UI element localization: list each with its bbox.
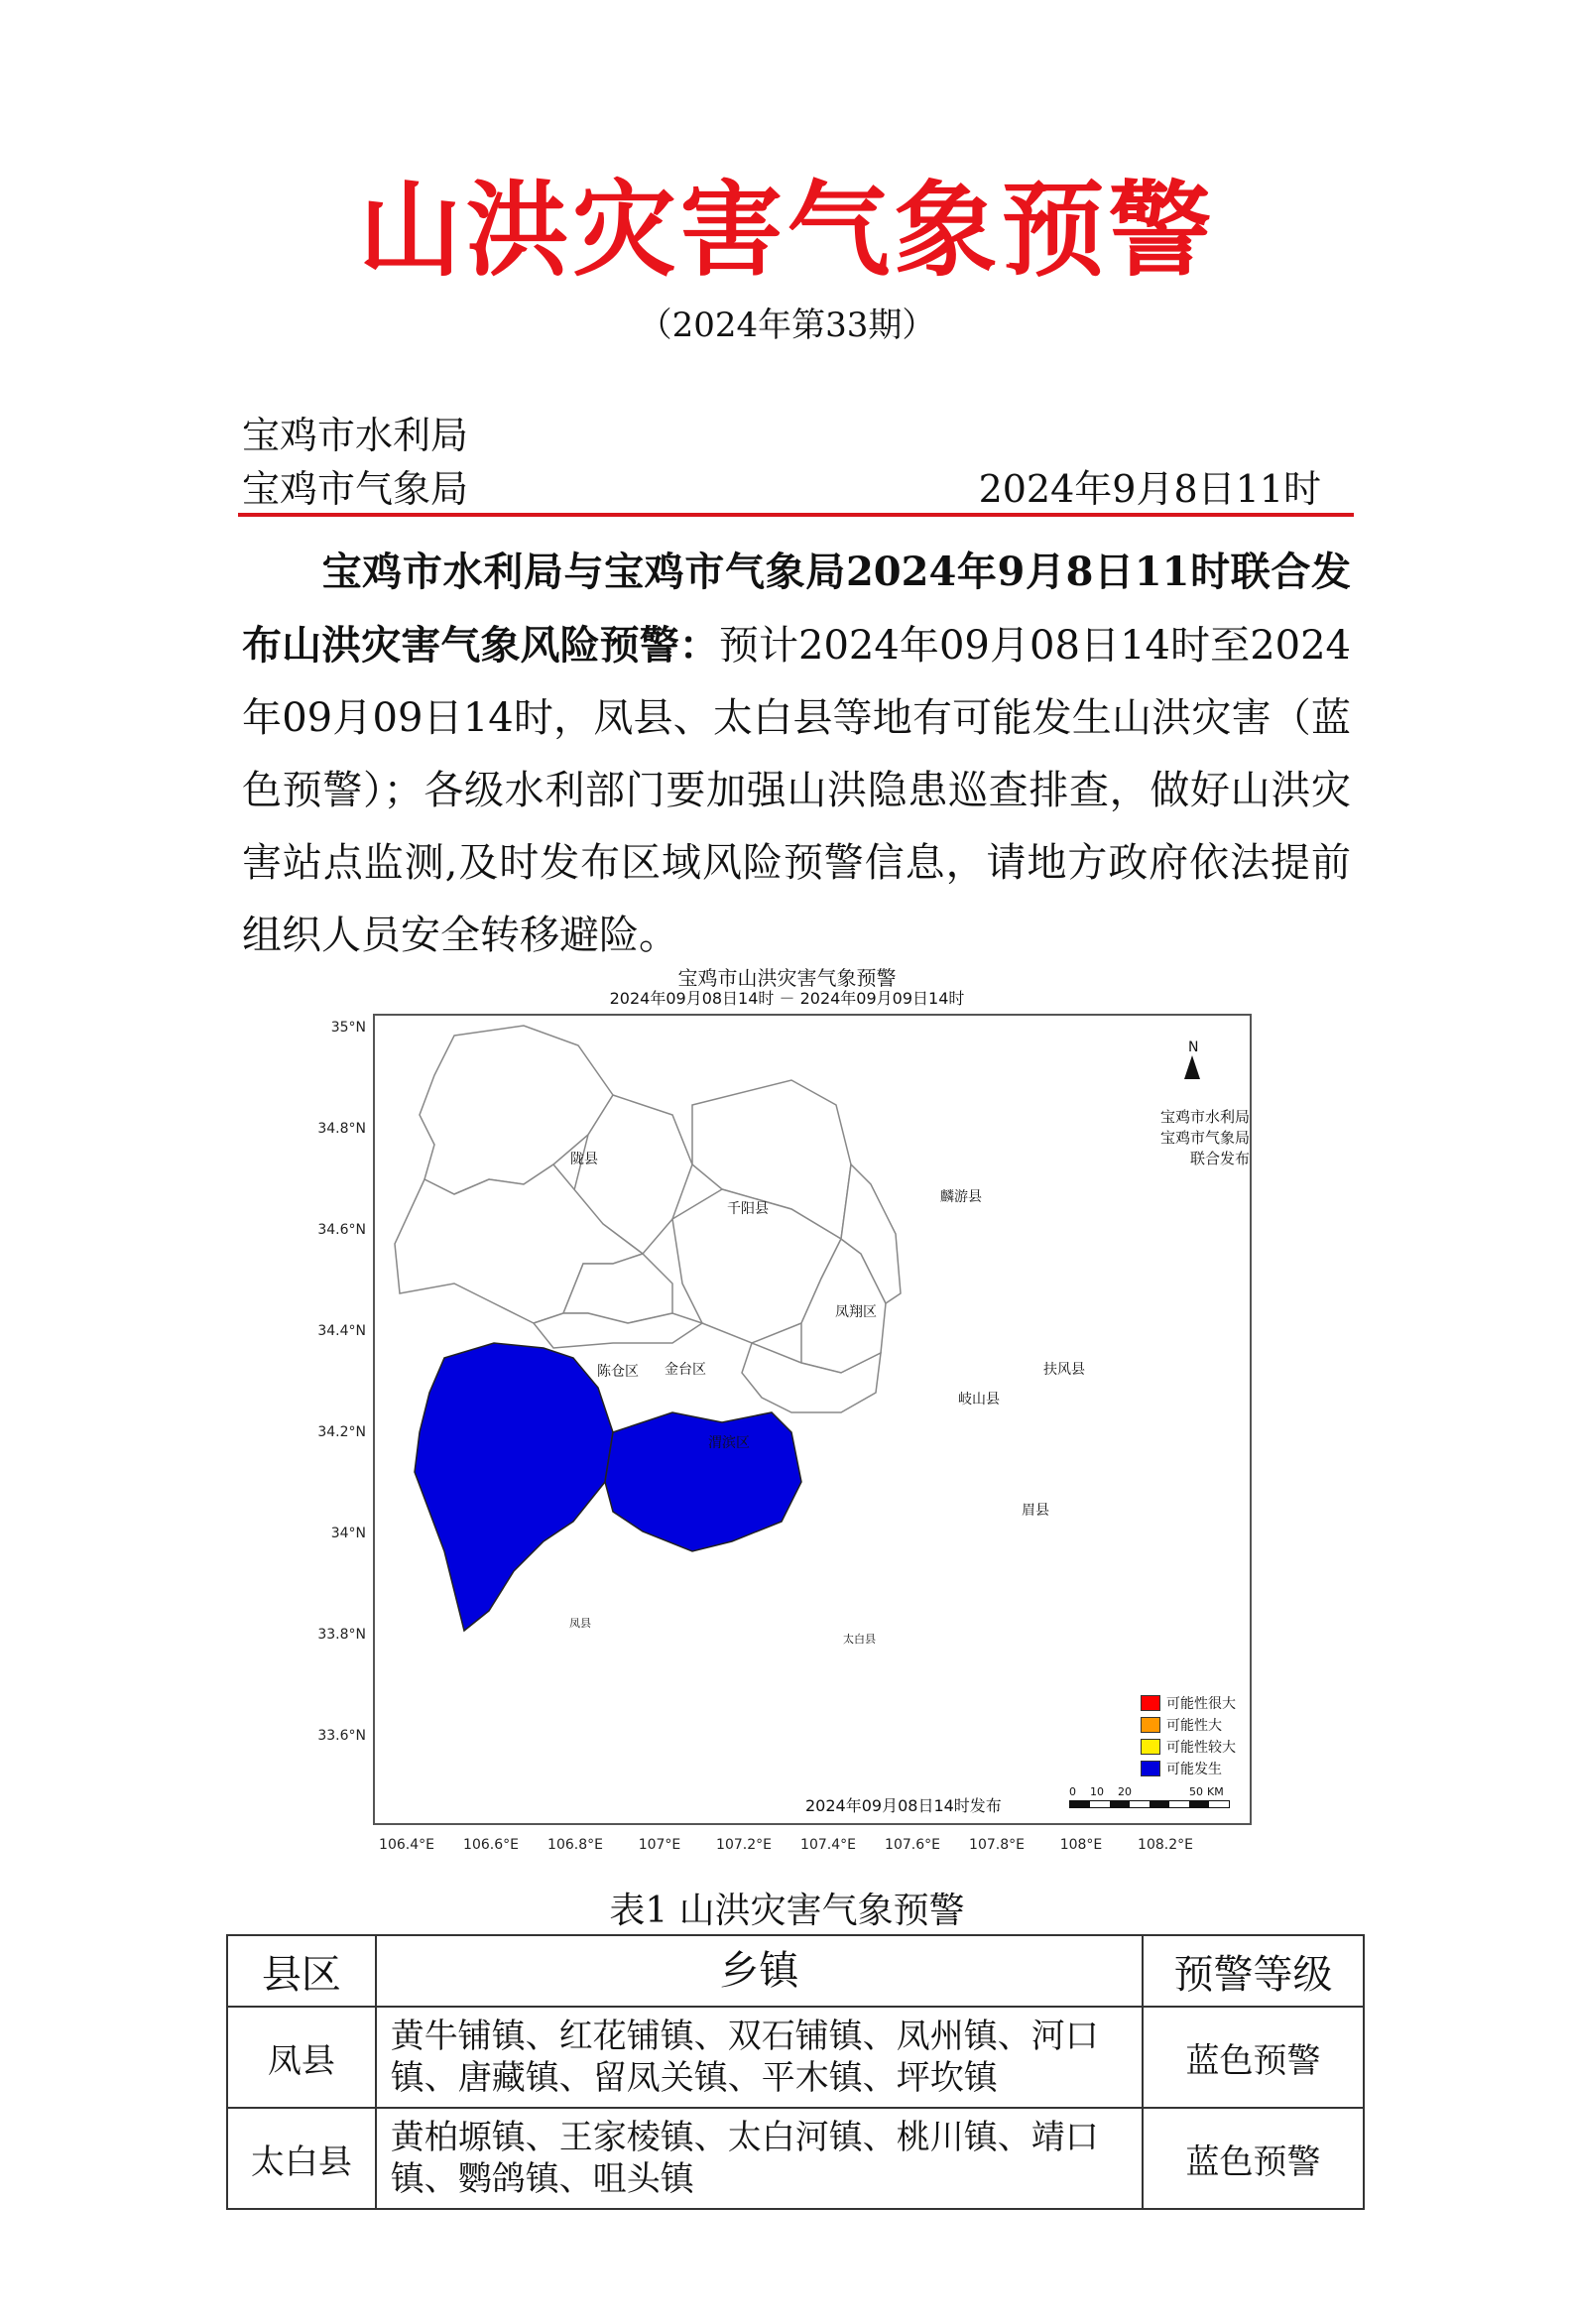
label-longxian: 陇县 xyxy=(570,1152,598,1167)
scale-unit: KM xyxy=(1207,1785,1224,1798)
cell-county: 凤县 xyxy=(227,2007,376,2108)
map-legend xyxy=(1141,1692,1236,1779)
map-issuer-line-2: 宝鸡市气象局 xyxy=(1159,1129,1250,1147)
lon-label: 107.4°E xyxy=(800,1837,856,1853)
issue-time: 2024年9月8日11时 xyxy=(978,467,1321,511)
lon-label: 106.8°E xyxy=(547,1837,603,1853)
lon-label: 106.4°E xyxy=(379,1837,434,1853)
region-taibai xyxy=(605,1412,801,1551)
legend-label: 可能性较大 xyxy=(1166,1740,1236,1756)
lon-label: 108.2°E xyxy=(1138,1837,1193,1853)
cell-towns: 黄柏塬镇、王家棱镇、太白河镇、桃川镇、靖口镇、鹦鸽镇、咀头镇 xyxy=(376,2108,1143,2209)
map-title: 宝鸡市山洪灾害气象预警 xyxy=(677,966,897,990)
cell-county: 太白县 xyxy=(227,2108,376,2209)
north-arrow xyxy=(1188,1040,1200,1079)
legend-item xyxy=(1141,1736,1236,1758)
issue-number: （2024年第33期） xyxy=(638,306,936,345)
header-towns: 乡镇 xyxy=(376,1935,1143,2007)
lat-label: 34.4°N xyxy=(317,1323,366,1339)
lat-label: 34.2°N xyxy=(317,1424,366,1440)
scale-bar xyxy=(1069,1785,1230,1808)
label-fufeng: 扶风县 xyxy=(1043,1362,1085,1378)
legend-swatch xyxy=(1141,1695,1160,1711)
warning-table xyxy=(226,1934,1365,2210)
lon-label: 108°E xyxy=(1059,1837,1103,1853)
label-jintai: 金台区 xyxy=(665,1362,706,1378)
legend-item xyxy=(1141,1714,1236,1736)
warning-map xyxy=(373,1014,1252,1825)
legend-swatch xyxy=(1141,1739,1160,1755)
lat-label: 33.6°N xyxy=(317,1728,366,1744)
map-subtitle: 2024年09月08日14时 － 2024年09月09日14时 xyxy=(609,989,965,1008)
legend-label: 可能性大 xyxy=(1166,1718,1222,1734)
lon-label: 107.2°E xyxy=(716,1837,772,1853)
map-issuer-line-1: 宝鸡市水利局 xyxy=(1159,1108,1250,1126)
lat-label: 34.6°N xyxy=(317,1222,366,1238)
lat-label: 34.8°N xyxy=(317,1121,366,1137)
label-weibin: 渭滨区 xyxy=(708,1435,750,1451)
table-row xyxy=(227,2007,1364,2108)
cell-towns: 黄牛铺镇、红花铺镇、双石铺镇、凤州镇、河口镇、唐藏镇、留凤关镇、平木镇、坪坎镇 xyxy=(376,2007,1143,2108)
header-level: 预警等级 xyxy=(1143,1935,1364,2007)
map-canvas xyxy=(375,1016,1250,1823)
table-header-row xyxy=(227,1935,1364,2007)
label-chencang: 陈仓区 xyxy=(597,1364,639,1380)
legend-label: 可能性很大 xyxy=(1166,1696,1236,1712)
lat-label: 34°N xyxy=(330,1526,366,1541)
lon-label: 106.6°E xyxy=(463,1837,519,1853)
label-fengxiang: 凤翔区 xyxy=(835,1304,877,1320)
label-qishan: 岐山县 xyxy=(958,1392,1000,1407)
issuer-weather-bureau: 宝鸡市气象局 xyxy=(242,467,469,511)
lon-label: 107°E xyxy=(638,1837,681,1853)
scale-label: 0 xyxy=(1069,1785,1076,1798)
scale-label: 50 xyxy=(1189,1785,1203,1798)
north-arrow-icon xyxy=(1184,1055,1200,1079)
scale-label: 20 xyxy=(1118,1785,1132,1798)
region-fengxian xyxy=(415,1343,613,1631)
label-fengxian: 凤县 xyxy=(569,1617,591,1630)
scale-bar-graphic xyxy=(1069,1800,1230,1808)
warning-text: 预计2024年09月08日14时至2024年09月09日14时，凤县、太白县等地有可能发生山洪灾害（蓝色预警）；各级水利部门要加强山洪隐患巡查排查，做好山洪灾害站点监测,及时发布区域风险预警信息，请地方政府依法提前组织人员安全转移避险。 xyxy=(242,623,1351,958)
legend-swatch xyxy=(1141,1761,1160,1776)
label-meixian: 眉县 xyxy=(1022,1503,1049,1519)
lat-label: 35°N xyxy=(330,1020,366,1036)
legend-label: 可能发生 xyxy=(1166,1762,1222,1777)
warning-body xyxy=(242,536,1351,972)
warning-lead: 宝鸡市水利局与宝鸡市气象局2024年9月8日11时联合发布山洪灾害气象风险预警： xyxy=(242,549,1351,669)
legend-item xyxy=(1141,1692,1236,1714)
map-issuer-line-3: 联合发布 xyxy=(1189,1150,1250,1167)
table-row xyxy=(227,2108,1364,2209)
legend-swatch xyxy=(1141,1717,1160,1733)
north-label: N xyxy=(1188,1040,1199,1055)
map-publish-time: 2024年09月08日14时发布 xyxy=(805,1796,1002,1815)
label-linyou: 麟游县 xyxy=(940,1189,982,1205)
scale-label: 10 xyxy=(1090,1785,1104,1798)
lon-label: 107.8°E xyxy=(969,1837,1025,1853)
label-taibai: 太白县 xyxy=(843,1633,876,1646)
header-divider xyxy=(238,513,1354,517)
table-caption: 表1 山洪灾害气象预警 xyxy=(609,1891,965,1931)
cell-level: 蓝色预警 xyxy=(1143,2108,1364,2209)
cell-level: 蓝色预警 xyxy=(1143,2007,1364,2108)
document-title: 山洪灾害气象预警 xyxy=(358,170,1216,291)
lat-label: 33.8°N xyxy=(317,1627,366,1643)
legend-item xyxy=(1141,1758,1236,1779)
map-issuer xyxy=(1131,1107,1250,1169)
lon-label: 107.6°E xyxy=(885,1837,940,1853)
issuer-water-bureau: 宝鸡市水利局 xyxy=(242,414,469,457)
header-county: 县区 xyxy=(227,1935,376,2007)
label-qianyang: 千阳县 xyxy=(727,1201,769,1217)
